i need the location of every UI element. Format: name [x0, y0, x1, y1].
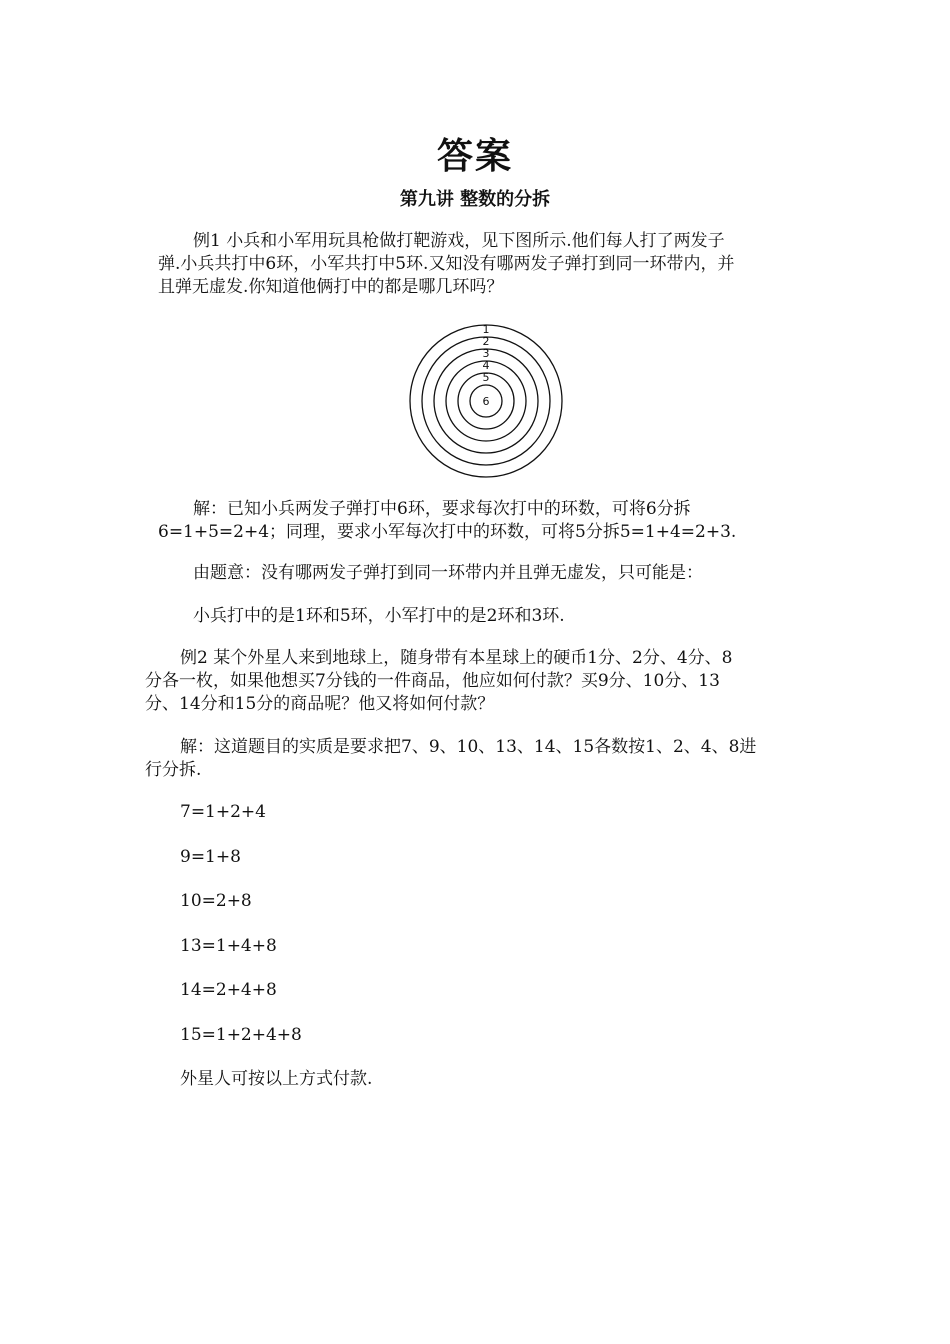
ring-label-4: 4: [482, 359, 490, 372]
solution1-reason: 由题意：没有哪两发子弹打到同一环带内并且弹无虚发，只可能是：: [193, 563, 703, 583]
example1-line-3: 且弹无虚发.你知道他俩打中的都是哪几环吗？: [158, 277, 504, 297]
example2-line-2: 分各一枚，如果他想买7分钱的一件商品，他应如何付款？买9分、10分、13: [145, 671, 720, 691]
equation-14: 14=2+4+8: [180, 980, 277, 1000]
target-figure: [408, 318, 564, 484]
ring-label-6: 6: [482, 395, 490, 408]
example1-line-1: 例1 小兵和小军用玩具枪做打靶游戏，见下图所示.他们每人打了两发子: [193, 231, 725, 251]
equation-7: 7=1+2+4: [180, 802, 266, 822]
example1-line-2: 弹.小兵共打中6环，小军共打中5环.又知没有哪两发子弹打到同一环带内，并: [158, 254, 735, 274]
example2-line-3: 分、14分和15分的商品呢？他又将如何付款？: [145, 694, 495, 714]
solution2-line-1: 解：这道题目的实质是要求把7、9、10、13、14、15各数按1、2、4、8进: [180, 737, 757, 757]
ring-label-3: 3: [482, 347, 490, 360]
equation-13: 13=1+4+8: [180, 936, 277, 956]
ring-label-5: 5: [482, 371, 490, 384]
solution1-answer: 小兵打中的是1环和5环，小军打中的是2环和3环.: [193, 606, 565, 626]
equation-9: 9=1+8: [180, 847, 241, 867]
ring-label-2: 2: [482, 335, 490, 348]
solution2-conclusion: 外星人可按以上方式付款.: [180, 1069, 373, 1089]
example2-line-1: 例2 某个外星人来到地球上，随身带有本星球上的硬币1分、2分、4分、8: [180, 648, 733, 668]
target-rings-svg: [408, 318, 564, 484]
lecture-subtitle: 第九讲 整数的分拆: [399, 189, 551, 210]
solution2-line-2: 行分拆.: [145, 760, 202, 780]
solution1-line-2: 6=1+5=2+4；同理，要求小军每次打中的环数，可将5分拆5=1+4=2+3.: [158, 522, 737, 542]
equation-15: 15=1+2+4+8: [180, 1025, 302, 1045]
ring-label-1: 1: [482, 323, 490, 336]
equation-10: 10=2+8: [180, 891, 252, 911]
solution1-line-1: 解：已知小兵两发子弹打中6环，要求每次打中的环数，可将6分拆: [193, 499, 691, 519]
page-title: 答案: [436, 136, 513, 177]
